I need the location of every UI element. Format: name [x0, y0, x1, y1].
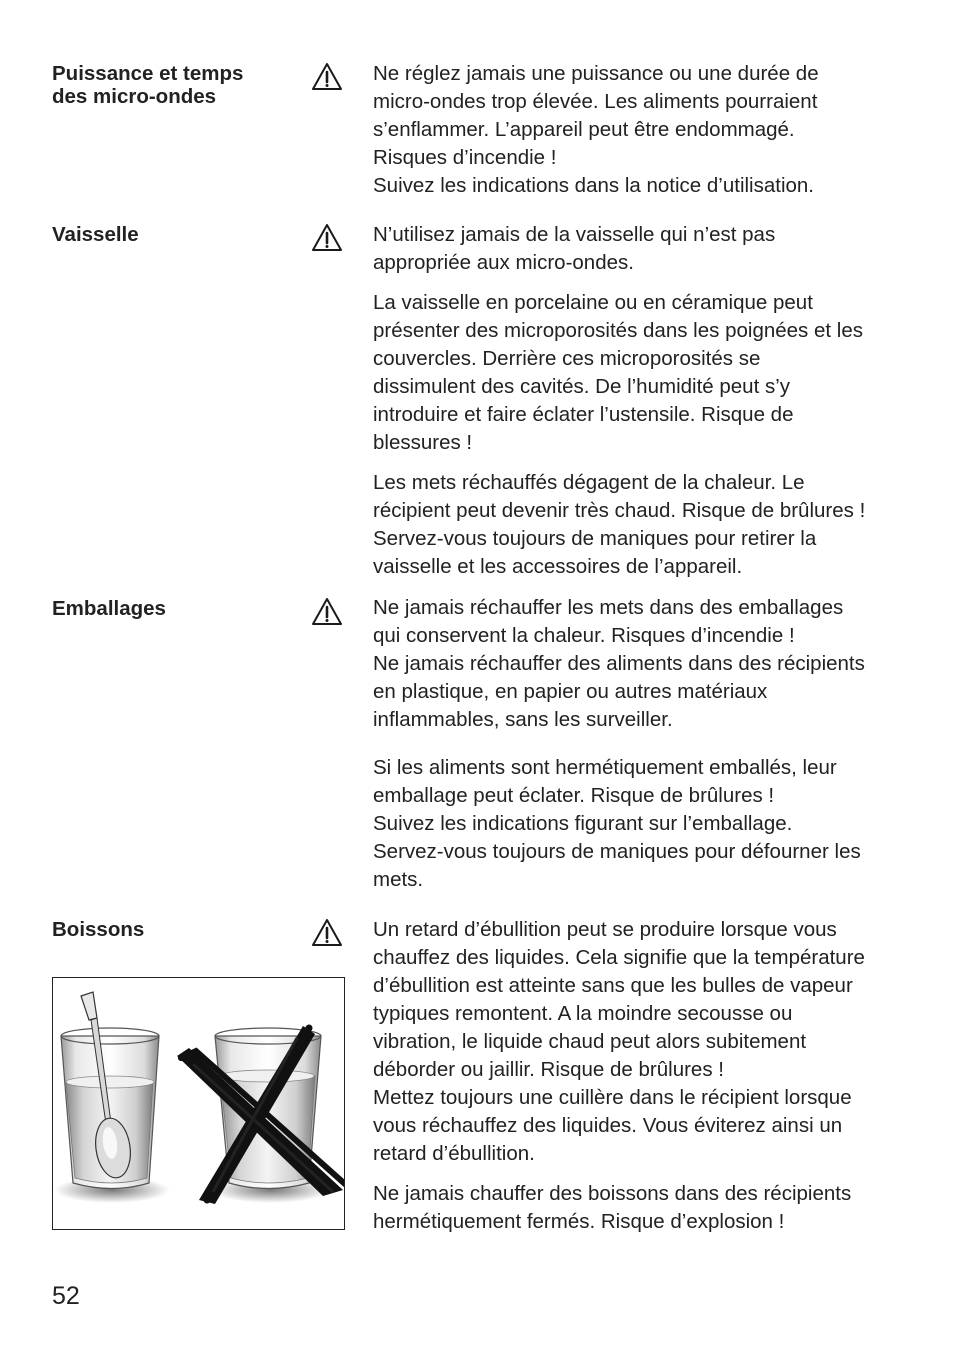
glasses-drawing — [53, 978, 344, 1229]
warning-triangle-icon — [311, 918, 343, 947]
paragraph: Ne jamais réchauffer les mets dans des emballages qui conservent la chaleur. Risques d’incendie ! Ne jamais réchauffer des aliments dans des récipients en plastique, en papier ou autres matériaux inflammables, sans les surveiller. — [373, 596, 865, 731]
paragraph: Les mets réchauffés dégagent de la chaleur. Le récipient peut devenir très chaud. Risque de brûlures ! Servez-vous toujours de maniques pour retirer la vaisselle et les accessoires de l’appareil. — [373, 471, 866, 578]
paragraph: Un retard d’ébullition peut se produire lorsque vous chauffez des liquides. Cela signifie que la température d’ébullition est atteinte sans que les bulles de vapeur typiques remontent. A la moindre secousse ou vibration, le liquide chaud peut alors subitement déborder ou jaillir. Risque de brûlures ! Mettez toujours une cuillère dans le récipient lorsque vous réchauffez des liquides. Vous éviterez ainsi un retard d’ébullition. — [373, 918, 865, 1165]
warning-triangle-icon — [311, 62, 343, 91]
paragraph: La vaisselle en porcelaine ou en céramique peut présenter des microporosités dans les poignées et les couvercles. Derrière ces microporosités se dissimulent des cavités. De l’humidité peut s’y introduire et faire éclater l’ustensile. Risque de blessures ! — [373, 291, 863, 454]
section-label-puissance: Puissance et temps des micro-ondes — [52, 62, 244, 108]
warning-triangle-icon — [311, 597, 343, 626]
section-label-vaisselle: Vaisselle — [52, 223, 139, 246]
paragraph: Ne réglez jamais une puissance ou une durée de micro-ondes trop élevée. Les aliments pourraient s’enflammer. L’appareil peut être endommagé. Risques d’incendie ! Suivez les indications dans la notice d’utilisation. — [373, 62, 819, 197]
paragraph: N’utilisez jamais de la vaisselle qui n’est pas appropriée aux micro-ondes. — [373, 223, 776, 274]
section-body-boissons — [373, 916, 918, 1236]
section-label-emballages: Emballages — [52, 597, 166, 620]
glasses-illustration — [52, 977, 345, 1230]
section-body-puissance — [373, 60, 918, 200]
section-label-boissons: Boissons — [52, 918, 145, 941]
page-number: 52 — [52, 1282, 80, 1310]
warning-triangle-icon — [311, 223, 343, 252]
paragraph: Ne jamais chauffer des boissons dans des récipients hermétiquement fermés. Risque d’explosion ! — [373, 1182, 852, 1233]
paragraph: Si les aliments sont hermétiquement emballés, leur emballage peut éclater. Risque de brûlures ! Suivez les indications figurant sur l’emballage. Servez-vous toujours de maniques pour défourner les mets. — [373, 756, 861, 891]
section-body-emballages — [373, 594, 918, 894]
section-body-vaisselle — [373, 221, 918, 581]
